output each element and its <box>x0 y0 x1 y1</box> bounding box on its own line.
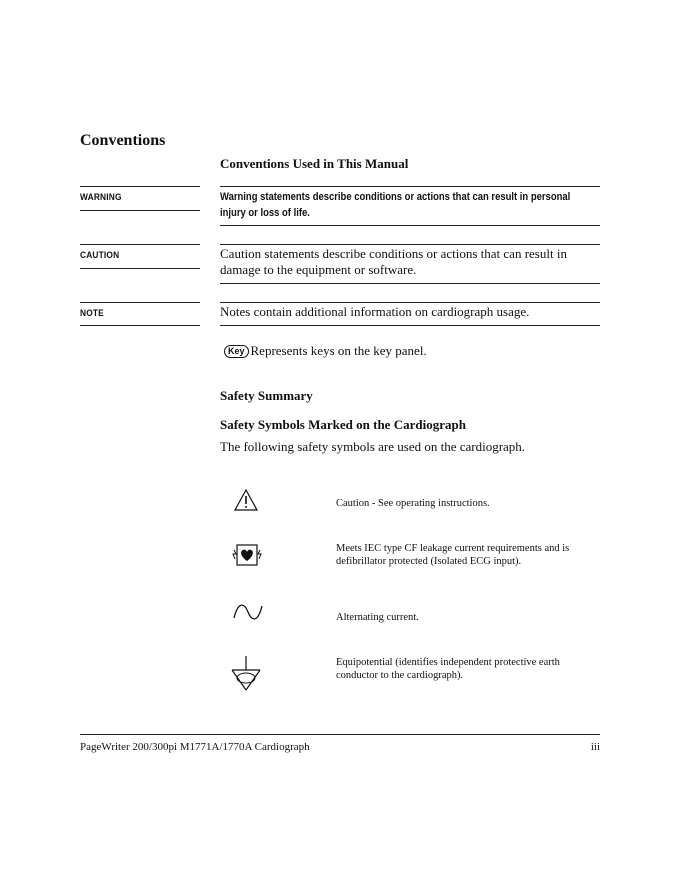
caution-text: Caution statements describe conditions or actions that can result in damage to the equipment or software. <box>220 246 567 277</box>
safety-summary-heading: Safety Summary <box>220 388 313 403</box>
warning-text: Warning statements describe conditions or actions that can result in personal injury or loss of life. <box>220 191 571 219</box>
warning-text-rule-top <box>220 186 600 187</box>
footer-title: PageWriter 200/300pi M1771A/1770A Cardiograph <box>80 741 310 753</box>
note-label: NOTE <box>80 308 104 319</box>
symbol-caution-text: Caution - See operating instructions. <box>336 498 490 509</box>
warning-label-rule-top <box>80 186 200 187</box>
symbol-equipotential-text: Equipotential (identifies independent protective earth conductor to the cardiograph). <box>336 657 560 681</box>
warning-label-rule-bottom <box>80 210 200 211</box>
note-text-rule-bottom <box>220 325 600 326</box>
symbol-cf-text: Meets IEC type CF leakage current requirements and is defibrillator protected (Isolated ECG input). <box>336 543 570 567</box>
caution-label-rule-bottom <box>80 268 200 269</box>
note-text-rule-top <box>220 302 600 303</box>
footer-rule <box>80 734 600 735</box>
caution-label-rule-top <box>80 244 200 245</box>
safety-symbols-intro: The following safety symbols are used on the cardiograph. <box>220 439 526 454</box>
key-line <box>224 343 604 359</box>
page-title: Conventions <box>80 132 166 149</box>
alternating-current-icon <box>232 602 264 622</box>
caution-text-rule-bottom <box>220 283 600 284</box>
conventions-heading: Conventions Used in This Manual <box>220 156 409 171</box>
warning-text-rule-bottom <box>220 225 600 226</box>
symbol-ac-text: Alternating current. <box>336 612 419 623</box>
caution-text-rule-top <box>220 244 600 245</box>
warning-label: WARNING <box>80 192 122 203</box>
key-description: Represents keys on the key panel. <box>250 343 427 358</box>
safety-symbols-heading: Safety Symbols Marked on the Cardiograph <box>220 417 466 432</box>
key-cap-icon: Key <box>224 345 249 358</box>
note-label-rule-top <box>80 302 200 303</box>
caution-label: CAUTION <box>80 250 120 261</box>
note-text: Notes contain additional information on cardiograph usage. <box>220 304 530 319</box>
equipotential-icon <box>228 655 264 693</box>
note-label-rule-bottom <box>80 325 200 326</box>
page-number: iii <box>590 741 600 753</box>
caution-triangle-icon <box>233 488 259 512</box>
cf-defib-protected-heart-icon <box>232 542 262 568</box>
